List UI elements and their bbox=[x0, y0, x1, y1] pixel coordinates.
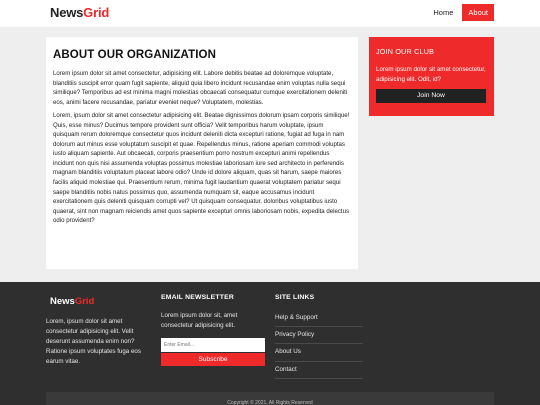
join-club-box bbox=[369, 37, 494, 116]
join-club-title: JOIN OUR CLUB bbox=[376, 47, 435, 56]
article-paragraph-2: Lorem, ipsum dolor sit amet consectetur adipisicing elit. Beatae dignissimos dolorum ipsam corporis similique! Quis, esse minus? Ducimus tempore provident sunt officia? Velit temporibus harum voluptate, ipsum quisquam rerum doloremque consectetur quos incidunt deleniti dicta excepturi ratione, fugiat ad fuga in nam dolorum aut minus esse voluptatum suscipit et quae. Repellendus minus, ratione aperiam commodi voluptas iusto aliquam sapiente. Aut obcaecati, corporis praesentium porro nostrum excepturi animi repellendus incidunt non quis nisi assumenda voluptas possimus molestiae laboriosam iure sed architecto in perferendis magnam blanditiis voluptatum placeat labore odio? Unde id dolore aliquam, quas sit harum, saepe maiores facilis aliquid molestiae qui. Praesentium rerum, minima fugit laudantium quaerat voluptatem pariatur sequi saepe blanditiis nobis natus possimus quo, assumenda numquam sit, eaque accusamus incidunt exercitationem quis deleniti quisquam corrupti vel? Ut quisquam consequatur, doloribus voluptatibus iusto quaerat, sint non magnam reiciendis amet quos sapiente excepturi omnis laboriosam nobis, expedita delectus odio provident? bbox=[53, 112, 350, 225]
newsletter-title: EMAIL NEWSLETTER bbox=[161, 294, 234, 301]
email-field[interactable] bbox=[161, 338, 265, 352]
nav-about[interactable]: About bbox=[462, 4, 494, 21]
footer-about-text: Lorem, ipsum dolor sit amet consectetur adipisicing elit. Velit deserunt assumenda enim non? Ratione ipsum voluptates fuga eos earum vitae. bbox=[46, 318, 141, 365]
subscribe-button[interactable]: Subscribe bbox=[161, 353, 265, 366]
page-title: ABOUT OUR ORGANIZATION bbox=[53, 49, 216, 61]
newsletter-text: Lorem ipsum dolor sit, amet consectetur adipisicing elit. bbox=[161, 312, 238, 329]
join-club-text: Lorem ipsum dolor sit amet consectetur, adipisicing elit. Odit, id? bbox=[376, 66, 486, 83]
article-paragraph-1: Lorem ipsum dolor sit amet consectetur, adipisicing elit. Labore debitis beatae ad doloremque voluptate, blanditiis suscipit error quam fugit sapiente, aliquid quia libero incidunt recusandae enim voluptas nulla sequi similique? Temporibus ad est minima magni molestias obcaecati consequatur cumque exercitationem deleniti eos, animi facere recusandae, pariatur eveniet neque? Voluptatem, molestias. bbox=[53, 70, 348, 106]
link-privacy-policy[interactable]: Privacy Policy bbox=[275, 327, 363, 345]
footer-logo-text-grid: Grid bbox=[74, 296, 95, 307]
site-links-section bbox=[275, 294, 363, 379]
logo-text-news: News bbox=[50, 5, 84, 20]
link-contact[interactable]: Contact bbox=[275, 362, 363, 380]
copyright-bar: Copyright © 2021, All Rights Reserved bbox=[46, 392, 494, 405]
site-links-list bbox=[275, 311, 363, 379]
site-footer bbox=[0, 282, 540, 405]
link-about-us[interactable]: About Us bbox=[275, 344, 363, 362]
nav-home[interactable]: Home bbox=[433, 8, 454, 17]
main-nav bbox=[428, 4, 494, 21]
site-links-title: SITE LINKS bbox=[275, 294, 315, 301]
main-article bbox=[46, 37, 358, 269]
site-logo[interactable] bbox=[50, 5, 109, 20]
newsletter-section bbox=[161, 294, 267, 366]
logo-text-grid: Grid bbox=[83, 5, 110, 20]
join-now-button[interactable]: Join Now bbox=[376, 89, 486, 103]
footer-logo[interactable] bbox=[50, 296, 94, 307]
link-help-support[interactable]: Help & Support bbox=[275, 311, 363, 327]
footer-logo-text-news: News bbox=[50, 296, 75, 307]
site-header bbox=[0, 0, 540, 27]
